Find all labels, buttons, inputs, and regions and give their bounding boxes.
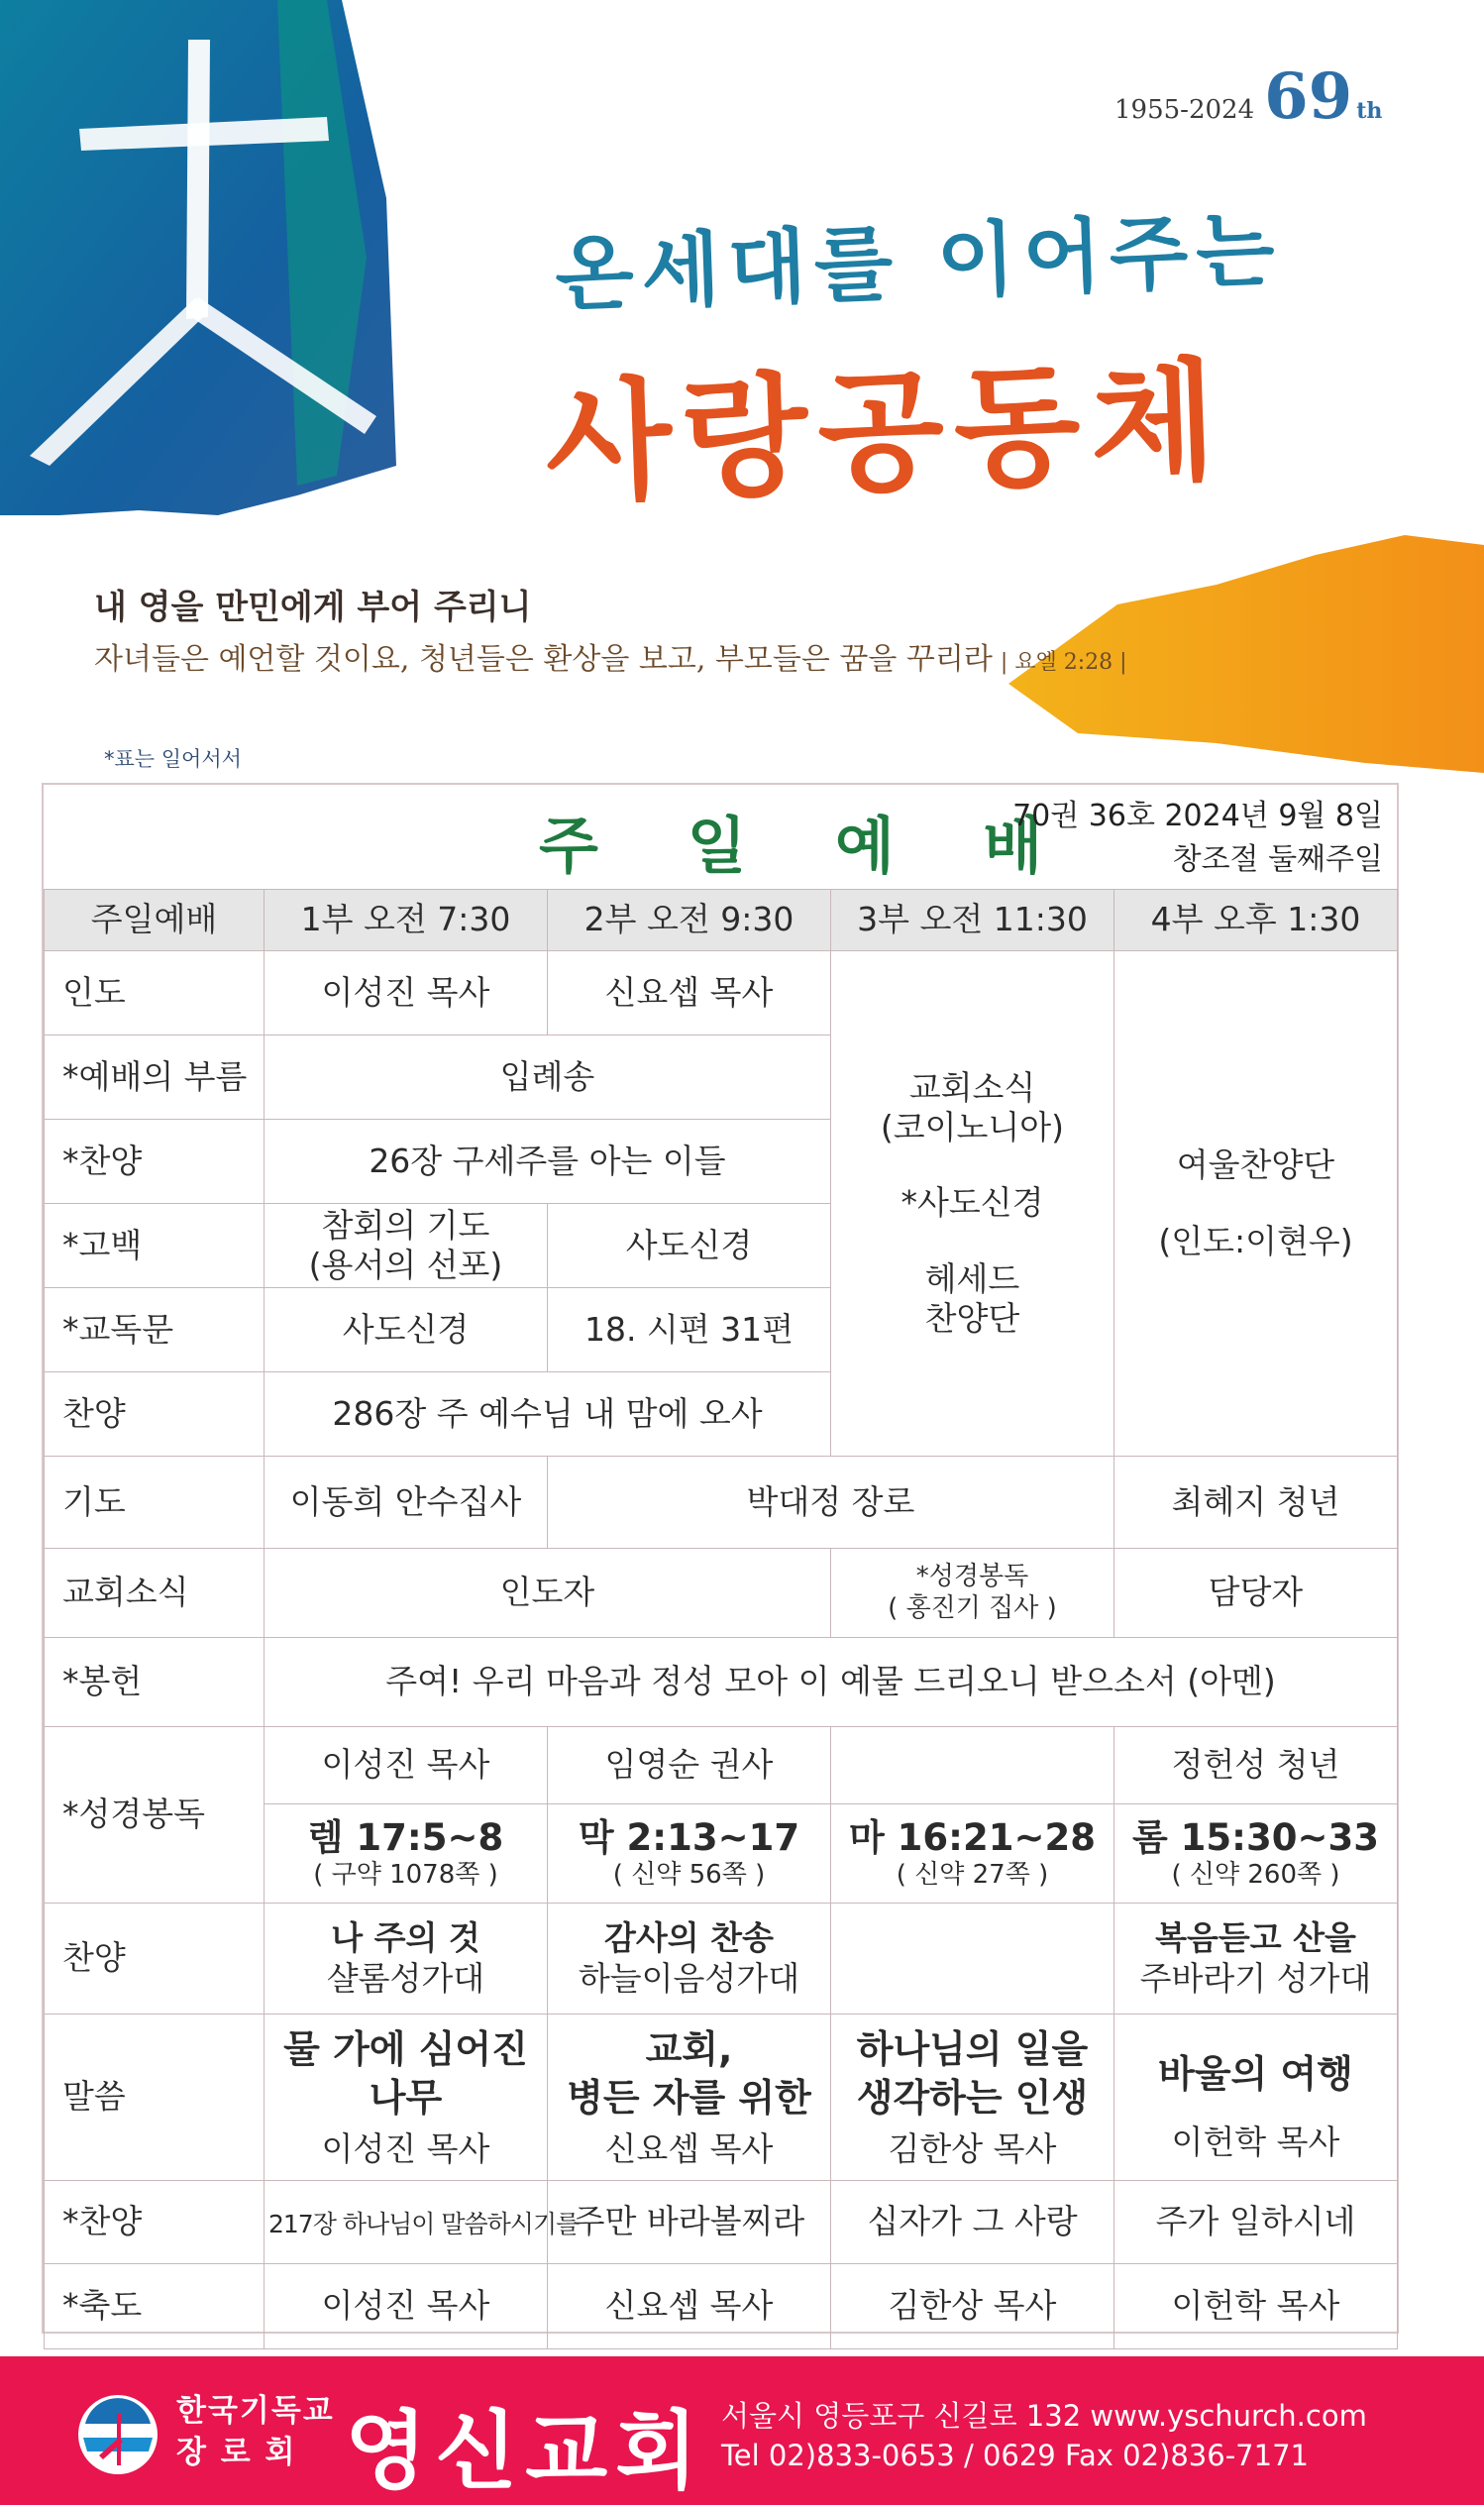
reading-s2 bbox=[548, 1804, 831, 1904]
label-hymn2: *찬양 bbox=[45, 2181, 265, 2264]
confession-s1-b: (용서의 선포) bbox=[308, 1246, 503, 1284]
verse-text: 자녀들은 예언할 것이요, 청년들은 환상을 보고, 부모들은 꿈을 꾸리라 bbox=[94, 642, 993, 677]
s3-team-b: 찬양단 bbox=[924, 1298, 1020, 1338]
responsive-s2: 18. 시편 31편 bbox=[548, 1288, 831, 1372]
reading-s3-reader bbox=[831, 1727, 1114, 1804]
praise-s12: 26장 구세주를 아는 이들 bbox=[265, 1120, 831, 1204]
blue-brush-cross-art bbox=[0, 0, 396, 555]
call-s12: 입례송 bbox=[265, 1035, 831, 1120]
label-call: *예배의 부름 bbox=[45, 1035, 265, 1120]
service4-opening-block bbox=[1114, 951, 1398, 1457]
col-header-label: 주일예배 bbox=[45, 890, 265, 951]
confession-s1 bbox=[265, 1204, 548, 1288]
sermon-s3 bbox=[831, 2015, 1114, 2181]
label-confession: *고백 bbox=[45, 1204, 265, 1288]
confession-s2: 사도신경 bbox=[548, 1204, 831, 1288]
responsive-s1: 사도신경 bbox=[265, 1288, 548, 1372]
hymn2-s2: 주만 바라볼찌라 bbox=[548, 2181, 831, 2264]
offering-all: 주여! 우리 마음과 정성 모아 이 예물 드리오니 받으소서 (아멘) bbox=[265, 1638, 1398, 1727]
slogan-line1: 온세대를 이어주는 bbox=[553, 203, 1284, 323]
prayer-s4: 최혜지 청년 bbox=[1114, 1457, 1398, 1549]
news-s4: 담당자 bbox=[1114, 1549, 1398, 1638]
benediction-s4: 이헌학 목사 bbox=[1114, 2264, 1398, 2349]
confession-s1-a: 참회의 기도 bbox=[321, 1205, 490, 1245]
sermon-s2-title-a: 교회, bbox=[645, 2026, 733, 2071]
choir-s1-song: 나 주의 것 bbox=[331, 1918, 480, 1958]
s4-praise-leader: (인도:이현우) bbox=[1158, 1221, 1353, 1260]
hymn2-s1-text: 217장 하나님이 말씀하시기를 bbox=[268, 2210, 580, 2239]
row-reading-readers bbox=[45, 1727, 1398, 1804]
sermon-s4-preacher: 이헌학 목사 bbox=[1171, 2123, 1340, 2162]
denomination bbox=[176, 2390, 335, 2473]
church-contact bbox=[721, 2396, 1367, 2475]
issue-number-date: 70권 36호 2024년 9월 8일 bbox=[1012, 799, 1383, 833]
sermon-s1-title-a: 물 가에 심어진 bbox=[283, 2026, 528, 2071]
row-church-news bbox=[45, 1549, 1398, 1638]
slogan-line2: 사랑공동체 bbox=[542, 345, 1229, 521]
label-praise: *찬양 bbox=[45, 1120, 265, 1204]
benediction-s1: 이성진 목사 bbox=[265, 2264, 548, 2349]
reading-s1-reader: 이성진 목사 bbox=[265, 1727, 548, 1804]
row-prayer bbox=[45, 1457, 1398, 1549]
reading-s4 bbox=[1114, 1804, 1398, 1904]
church-footer bbox=[0, 2356, 1484, 2505]
label-offering: *봉헌 bbox=[45, 1638, 265, 1727]
church-name: 영신교회 bbox=[345, 2402, 706, 2501]
stand-note: *표는 일어서서 bbox=[104, 747, 242, 771]
row-hymn-closing bbox=[45, 2181, 1398, 2264]
reading-s2-reader: 임영순 권사 bbox=[548, 1727, 831, 1804]
s3-team-a: 헤세드 bbox=[924, 1258, 1020, 1298]
col-header-service1: 1부 오전 7:30 bbox=[265, 890, 548, 951]
prayer-s1: 이동희 안수집사 bbox=[265, 1457, 548, 1549]
choir-s2-song: 감사의 찬송 bbox=[604, 1918, 774, 1958]
choir-s4 bbox=[1114, 1904, 1398, 2015]
anniversary-suffix: th bbox=[1356, 98, 1383, 124]
sermon-s3-title-b: 생각하는 인생 bbox=[856, 2076, 1089, 2121]
reading-s3 bbox=[831, 1804, 1114, 1904]
label-choir: 찬양 bbox=[45, 1904, 265, 2015]
s4-praise-team: 여울찬양단 bbox=[1176, 1145, 1335, 1185]
reading-s4-text: 롬 15:30~33 bbox=[1132, 1816, 1379, 1860]
title-row bbox=[44, 785, 1397, 889]
reading-s4-page: ( 신약 260쪽 ) bbox=[1171, 1860, 1340, 1891]
anniversary-mark bbox=[1114, 59, 1382, 149]
news-s3 bbox=[831, 1549, 1114, 1638]
prayer-s23: 박대정 장로 bbox=[548, 1457, 1114, 1549]
hymn2-s3: 십자가 그 사랑 bbox=[831, 2181, 1114, 2264]
sermon-s3-title-a: 하나님의 일을 bbox=[856, 2026, 1089, 2071]
row-benediction bbox=[45, 2264, 1398, 2349]
reading-s3-text: 마 16:21~28 bbox=[849, 1816, 1096, 1860]
reading-s3-page: ( 신약 27쪽 ) bbox=[896, 1860, 1049, 1891]
sermon-s2-preacher: 신요셉 목사 bbox=[604, 2128, 774, 2168]
choir-s1-choir: 샬롬성가대 bbox=[326, 1958, 485, 1998]
reading-s1-text: 렘 17:5~8 bbox=[307, 1816, 504, 1860]
col-header-service3: 3부 오전 11:30 bbox=[831, 890, 1114, 951]
hymn2-s4: 주가 일하시네 bbox=[1114, 2181, 1398, 2264]
reading-s2-page: ( 신약 56쪽 ) bbox=[612, 1860, 766, 1891]
sermon-s3-preacher: 김한상 목사 bbox=[888, 2128, 1057, 2168]
label-sermon: 말씀 bbox=[45, 2015, 265, 2181]
choir-s1 bbox=[265, 1904, 548, 2015]
label-news: 교회소식 bbox=[45, 1549, 265, 1638]
sermon-s1-preacher: 이성진 목사 bbox=[321, 2128, 490, 2168]
benediction-s2: 신요셉 목사 bbox=[548, 2264, 831, 2349]
news-s3-b: ( 홍진기 집사 ) bbox=[888, 1592, 1057, 1623]
church-logo-icon bbox=[77, 2394, 159, 2475]
s3-koinonia: (코이노니아) bbox=[880, 1108, 1065, 1147]
service3-opening-block bbox=[831, 951, 1114, 1457]
sermon-s1-title-b: 나무 bbox=[369, 2076, 443, 2121]
verse-line2 bbox=[94, 634, 1127, 678]
sermon-s2-title-b: 병든 자를 위한 bbox=[567, 2076, 811, 2121]
reading-s1-page: ( 구약 1078쪽 ) bbox=[313, 1860, 498, 1891]
church-address: 서울시 영등포구 신길로 132 www.yschurch.com bbox=[721, 2399, 1367, 2433]
header-row bbox=[45, 890, 1398, 951]
reading-s1 bbox=[265, 1804, 548, 1904]
news-s3-a: *성경봉독 bbox=[915, 1561, 1029, 1591]
denomination-line2: 장 로 회 bbox=[176, 2435, 297, 2470]
col-header-service2: 2부 오전 9:30 bbox=[548, 890, 831, 951]
reading-s2-text: 막 2:13~17 bbox=[578, 1816, 800, 1860]
label-benediction: *축도 bbox=[45, 2264, 265, 2349]
choir-s4-choir: 주바라기 성가대 bbox=[1139, 1958, 1372, 1998]
s3-news: 교회소식 bbox=[908, 1067, 1036, 1107]
liturgical-sunday: 창조절 둘째주일 bbox=[1172, 842, 1383, 877]
hymn2-s1 bbox=[265, 2181, 580, 2264]
row-leading bbox=[45, 951, 1398, 1035]
anniversary-number: 69 bbox=[1264, 59, 1353, 134]
choir-s2-choir: 하늘이음성가대 bbox=[578, 1958, 800, 1998]
choir-s2 bbox=[548, 1904, 831, 2015]
verse-reference: | 요엘 2:28 | bbox=[1000, 650, 1127, 675]
sermon-s4-title: 바울의 여행 bbox=[1158, 2051, 1353, 2096]
bulletin-title: 주 일 예 배 bbox=[539, 810, 1077, 882]
label-prayer: 기도 bbox=[45, 1457, 265, 1549]
leading-s1: 이성진 목사 bbox=[265, 951, 548, 1035]
sermon-s2 bbox=[548, 2015, 831, 2181]
choir-s3 bbox=[831, 1904, 1114, 2015]
service-order-table bbox=[44, 889, 1398, 2349]
label-responsive: *교독문 bbox=[45, 1288, 265, 1372]
label-reading: *성경봉독 bbox=[45, 1727, 265, 1904]
col-header-service4: 4부 오후 1:30 bbox=[1114, 890, 1398, 951]
anniversary-years: 1955-2024 bbox=[1114, 95, 1255, 125]
church-phone-fax: Tel 02)833-0653 / 0629 Fax 02)836-7171 bbox=[721, 2439, 1309, 2472]
row-choir bbox=[45, 1904, 1398, 2015]
reading-s4-reader: 정헌성 청년 bbox=[1114, 1727, 1398, 1804]
label-leading: 인도 bbox=[45, 951, 265, 1035]
sermon-s4 bbox=[1114, 2015, 1398, 2181]
verse-line1: 내 영을 만민에게 부어 주리니 bbox=[94, 588, 532, 627]
benediction-s3: 김한상 목사 bbox=[831, 2264, 1114, 2349]
hymn1-s12: 286장 주 예수님 내 맘에 오사 bbox=[265, 1372, 831, 1457]
news-s12: 인도자 bbox=[265, 1549, 831, 1638]
worship-order-sheet bbox=[42, 783, 1399, 2334]
denomination-line1: 한국기독교 bbox=[176, 2393, 335, 2429]
label-hymn1: 찬양 bbox=[45, 1372, 265, 1457]
choir-s4-song: 복음듣고 산을 bbox=[1155, 1918, 1356, 1958]
row-offering bbox=[45, 1638, 1398, 1727]
leading-s2: 신요셉 목사 bbox=[548, 951, 831, 1035]
s3-creed: *사도신경 bbox=[901, 1183, 1044, 1223]
issue-info bbox=[1012, 795, 1383, 882]
row-sermon bbox=[45, 2015, 1398, 2181]
sermon-s1 bbox=[265, 2015, 548, 2181]
